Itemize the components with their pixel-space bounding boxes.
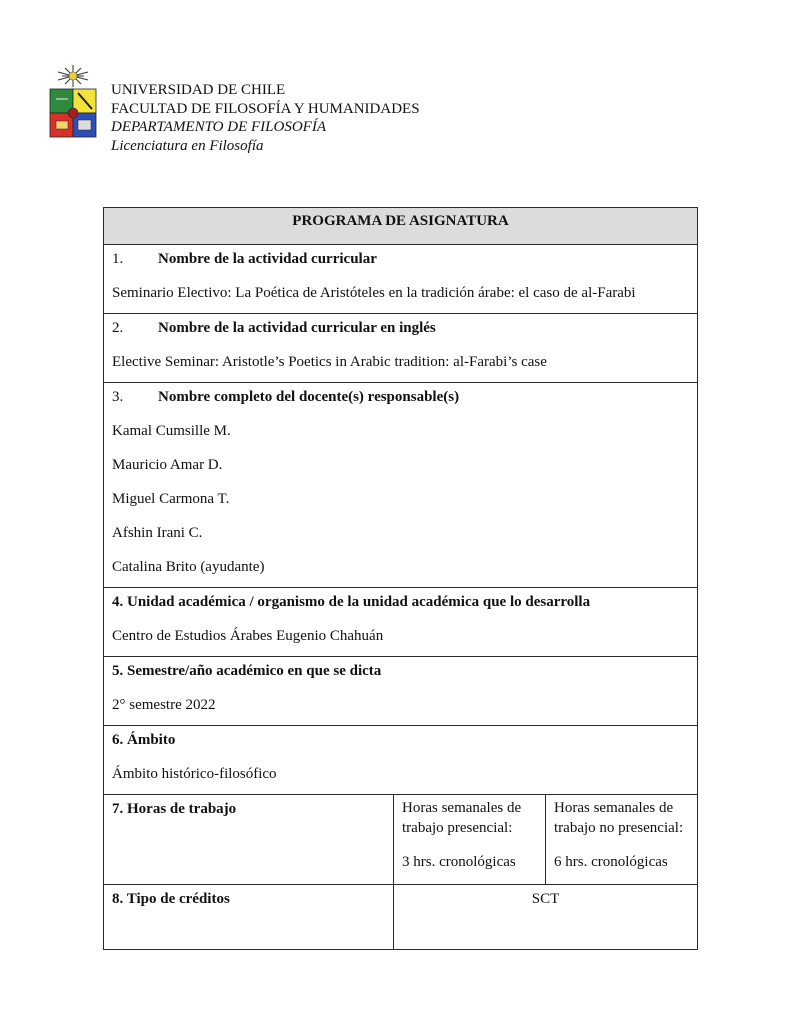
section-title: 6. Ámbito <box>112 732 176 748</box>
academic-unit-value: Centro de Estudios Árabes Eugenio Chahuán <box>112 628 384 644</box>
section-title: Nombre de la actividad curricular en inglés <box>158 320 436 336</box>
presencial-hours-value: 3 hrs. cronológicas <box>402 854 516 870</box>
instructor-name: Mauricio Amar D. <box>112 457 223 473</box>
section-title: Nombre de la actividad curricular <box>158 251 377 267</box>
section-number: 2. <box>112 320 124 336</box>
table-title: PROGRAMA DE ASIGNATURA <box>104 208 698 245</box>
section-instructors <box>104 383 698 588</box>
course-name-value: Seminario Electivo: La Poética de Aristóteles en la tradición árabe: el caso de al-Farabi <box>112 285 636 301</box>
section-course-name-english <box>104 314 698 383</box>
scope-value: Ámbito histórico-filosófico <box>112 766 277 782</box>
section-title: 7. Horas de trabajo <box>112 801 237 817</box>
no-presencial-hours-label: Horas semanales de trabajo no presencial: <box>554 800 684 836</box>
university-crest-logo <box>48 63 98 141</box>
instructor-name: Afshin Irani C. <box>112 525 203 541</box>
faculty-name: FACULTAD DE FILOSOFÍA Y HUMANIDADES <box>111 100 420 117</box>
instructor-name: Catalina Brito (ayudante) <box>112 559 265 575</box>
instructor-name: Kamal Cumsille M. <box>112 423 231 439</box>
section-number: 1. <box>112 251 124 267</box>
section-title: Nombre completo del docente(s) responsable(s) <box>158 389 460 405</box>
course-name-english-value: Elective Seminar: Aristotle’s Poetics in Arabic tradition: al-Farabi’s case <box>112 354 547 370</box>
section-credit-type <box>104 885 698 950</box>
section-course-name <box>104 245 698 314</box>
section-title: 4. Unidad académica / organismo de la unidad académica que lo desarrolla <box>112 594 591 610</box>
section-title: 8. Tipo de créditos <box>112 891 230 907</box>
instructor-name: Miguel Carmona T. <box>112 491 230 507</box>
section-work-hours <box>104 795 698 885</box>
university-name: UNIVERSIDAD DE CHILE <box>111 82 286 98</box>
no-presencial-hours-value: 6 hrs. cronológicas <box>554 854 668 870</box>
program-name: Licenciatura en Filosofía <box>111 137 264 154</box>
section-academic-unit <box>104 588 698 657</box>
credit-type-value: SCT <box>531 891 560 907</box>
semester-value: 2° semestre 2022 <box>112 697 216 713</box>
section-title: 5. Semestre/año académico en que se dicta <box>112 663 382 679</box>
department-name: DEPARTAMENTO DE FILOSOFÍA <box>111 119 326 135</box>
section-scope <box>104 726 698 795</box>
institution-header <box>111 81 420 155</box>
course-program-table <box>103 207 698 950</box>
presencial-hours-label: Horas semanales de trabajo presencial: <box>402 800 522 836</box>
section-number: 3. <box>112 389 124 405</box>
section-semester <box>104 657 698 726</box>
